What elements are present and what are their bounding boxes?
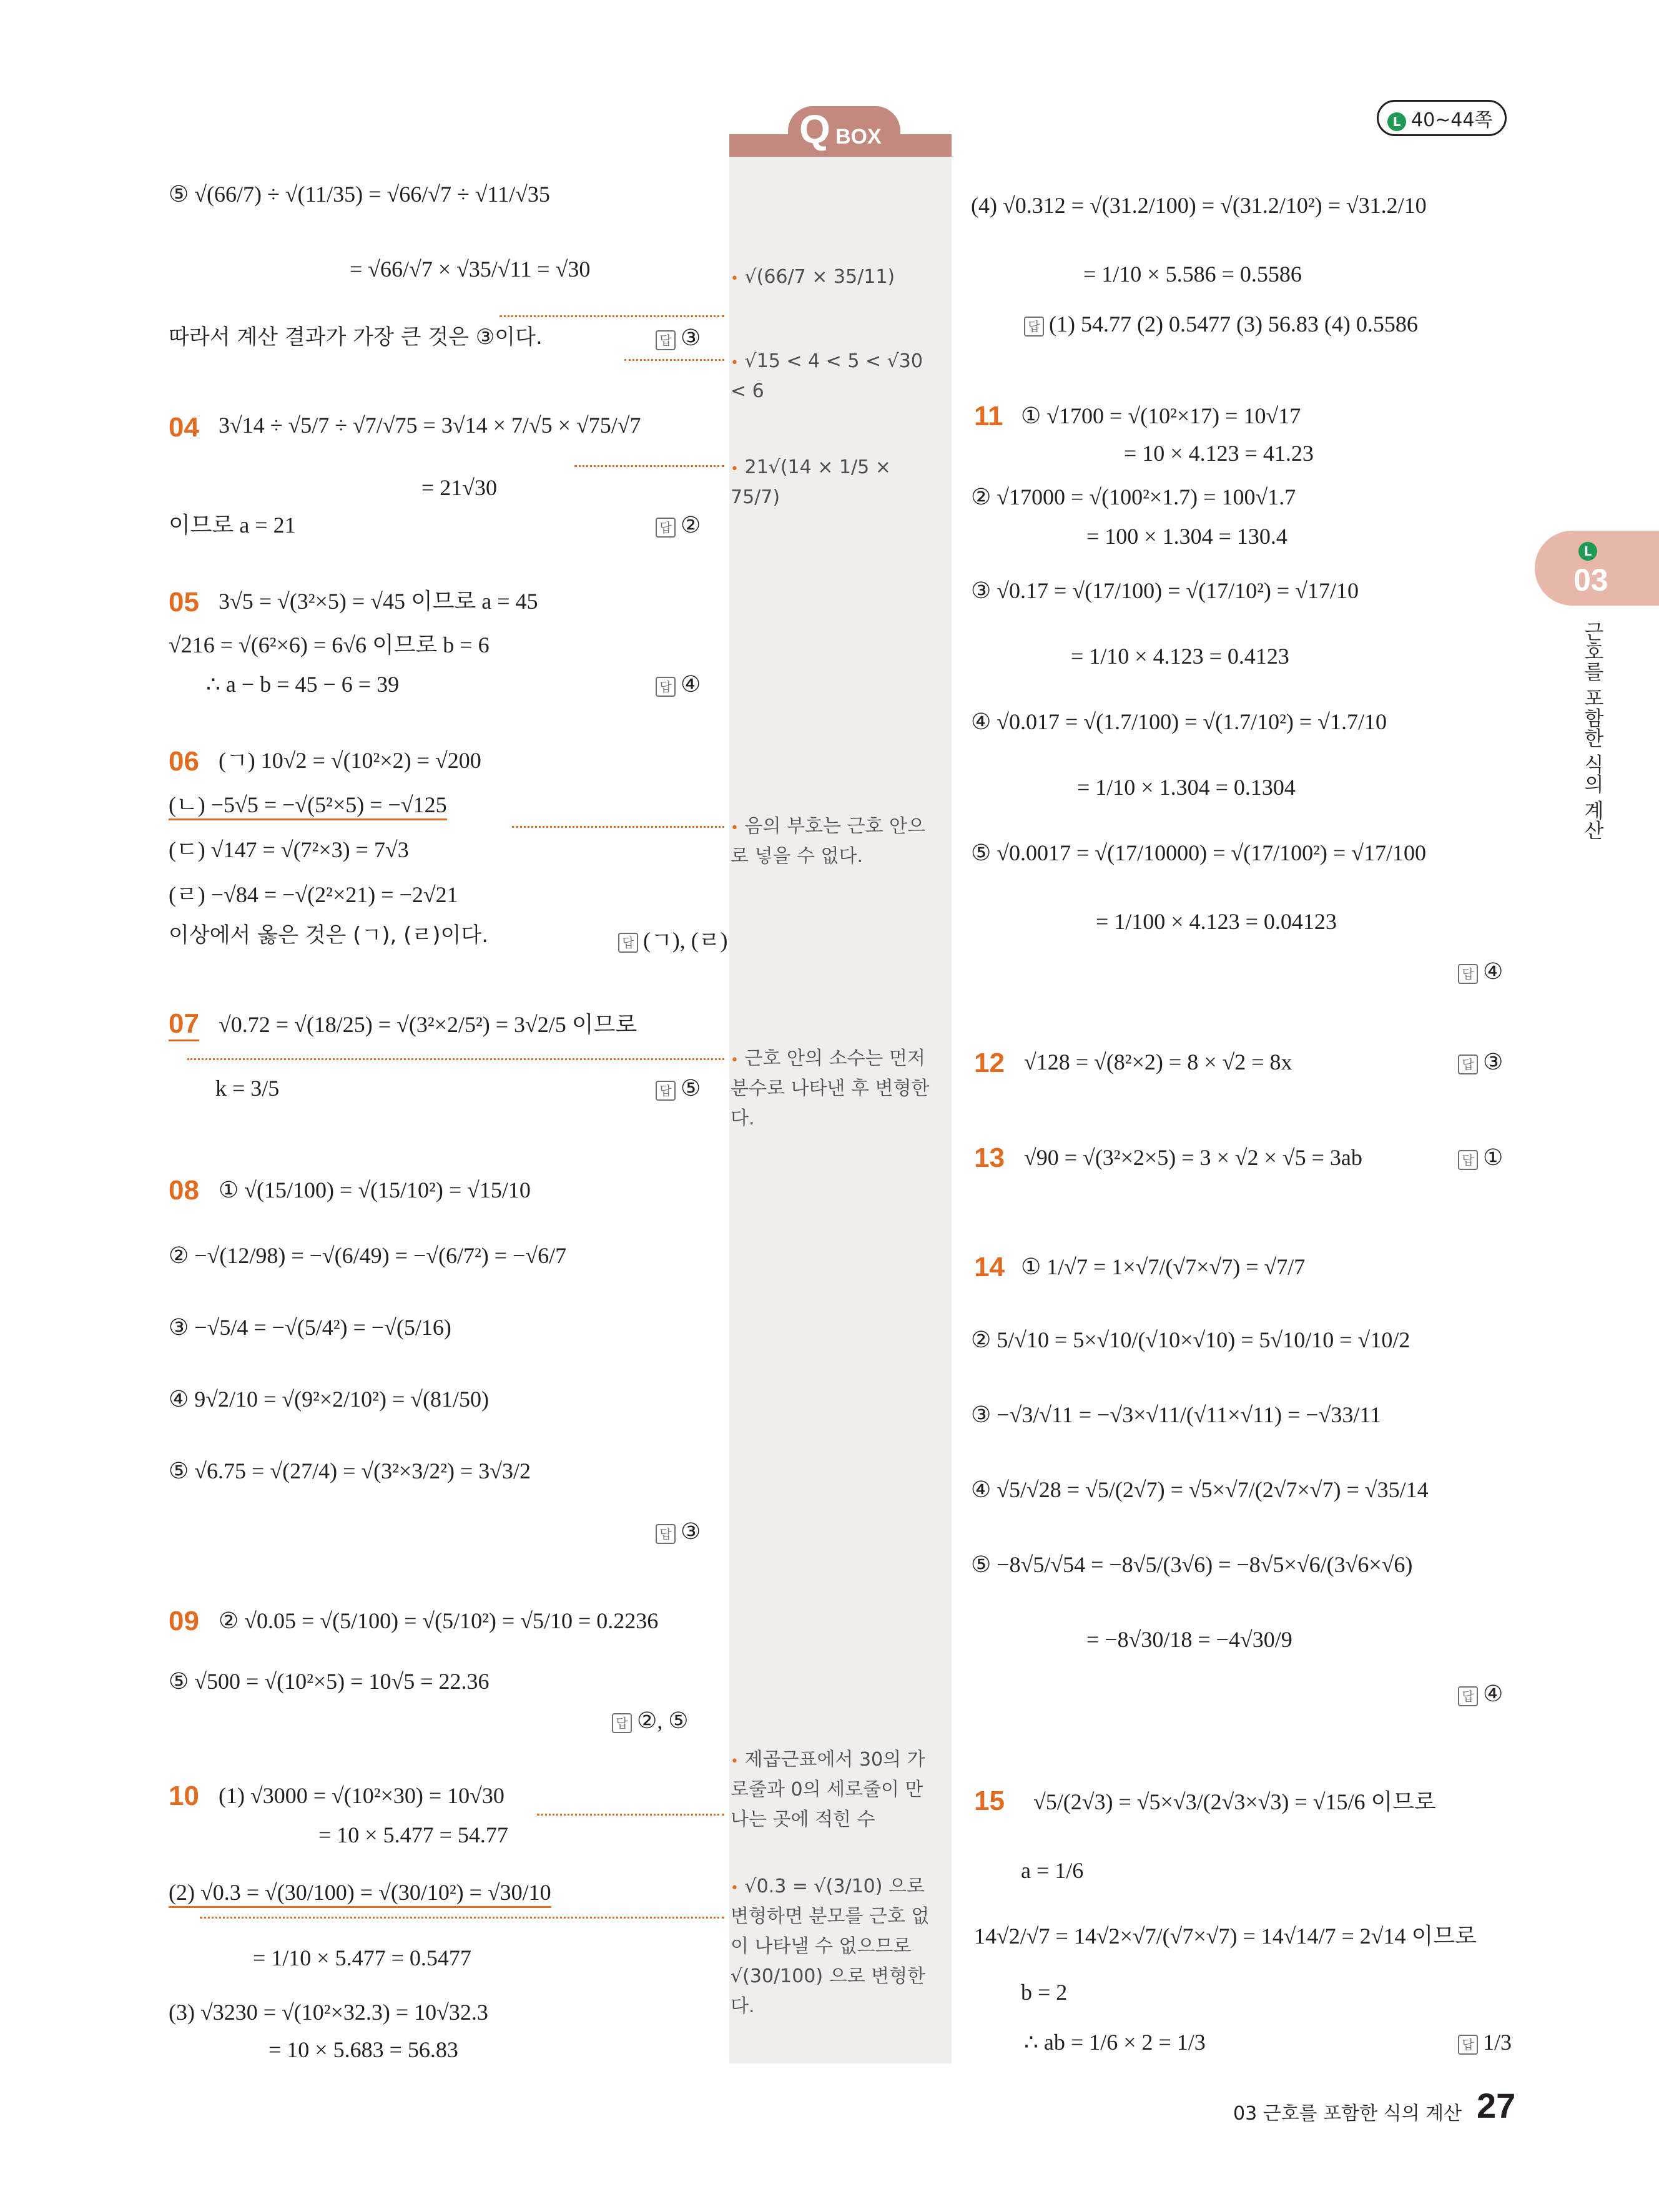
- problem-12-number: 12: [974, 1048, 1005, 1078]
- chapter-tab: [1535, 531, 1659, 606]
- problem-14-number: 14: [974, 1252, 1005, 1282]
- p04-line1: 3√14 ÷ √5/7 ÷ √7/√75 = 3√14 × 7/√5 × √75/√7: [219, 413, 641, 438]
- qbox-note-7: • √0.3 = √(3/10) 으로 변형하면 분모를 근호 없이 나타낼 수 없으므로 √(30/100) 으로 변형한다.: [731, 1875, 930, 2017]
- p13-line1: √90 = √(3²×2×5) = 3 × √2 × √5 = 3ab: [1024, 1145, 1362, 1170]
- qbox-title-q: Q: [799, 107, 830, 152]
- leader-line: [512, 826, 724, 828]
- page-reference-badge: [1377, 100, 1507, 136]
- p14-line3: ③ −√3/√11 = −√3×√11/(√11×√11) = −√33/11: [971, 1402, 1381, 1427]
- p06-line1: (ㄱ) 10√2 = √(10²×2) = √200: [219, 748, 481, 773]
- qbox-badge: [788, 106, 900, 156]
- p10-line8: = 1/10 × 5.586 = 0.5586: [1083, 262, 1302, 287]
- p10-line5: (3) √3230 = √(10²×32.3) = 10√32.3: [169, 2000, 488, 2025]
- p06-conclusion: 이상에서 옳은 것은 (ㄱ), (ㄹ)이다.: [169, 923, 489, 948]
- chapter-tab-lesson-icon: L: [1578, 542, 1597, 561]
- p14-line4: ④ √5/√28 = √5/(2√7) = √5×√7/(2√7×√7) = √35/14: [971, 1477, 1429, 1502]
- p15-answer: 답 1/3: [1458, 2029, 1512, 2055]
- p03-line2: = √66/√7 × √35/√11 = √30: [350, 257, 591, 282]
- p03-line1: ⑤ √(66/7) ÷ √(11/35) = √66/√7 ÷ √11/√35: [169, 182, 550, 207]
- p11-line6: = 1/10 × 4.123 = 0.4123: [1071, 644, 1289, 669]
- p11-answer: 답 ④: [1458, 958, 1503, 985]
- qbox-note-1: • √(66/7 × 35/11): [731, 266, 895, 288]
- leader-line: [574, 465, 724, 467]
- chapter-vertical-title: 근호를 포함한 식의 계산: [1581, 621, 1605, 840]
- qbox-note-6: • 제곱근표에서 30의 가로줄과 0의 세로줄이 만나는 곳에 적힌 수: [731, 1749, 925, 1831]
- p15-line4: b = 2: [1021, 1980, 1068, 2005]
- p08-line2: ② −√(12/98) = −√(6/49) = −√(6/7²) = −√6/7: [169, 1243, 567, 1268]
- p09-line2: ⑤ √500 = √(10²×5) = 10√5 = 22.36: [169, 1669, 490, 1694]
- p08-answer: 답 ③: [656, 1518, 701, 1545]
- qbox-note-4: • 음의 부호는 근호 안으로 넣을 수 없다.: [731, 815, 925, 867]
- p06-line3: (ㄷ) √147 = √(7²×3) = 7√3: [169, 837, 409, 862]
- problem-11-number: 11: [974, 401, 1003, 431]
- p14-line6: = −8√30/18 = −4√30/9: [1086, 1627, 1292, 1652]
- answer-icon: 답: [1458, 1686, 1478, 1706]
- page-reference: 40~44쪽: [1411, 109, 1493, 131]
- problem-15-number: 15: [974, 1786, 1005, 1816]
- leader-line: [187, 1058, 724, 1060]
- problem-08-number: 08: [169, 1175, 199, 1206]
- p11-line2: = 10 × 4.123 = 41.23: [1124, 441, 1314, 466]
- p10-line7: (4) √0.312 = √(31.2/100) = √(31.2/10²) = √31.2/10: [971, 193, 1427, 218]
- p03-answer: 답 ③: [656, 325, 701, 351]
- qbox-title-box: BOX: [835, 125, 882, 149]
- p06-line2: (ㄴ) −5√5 = −√(5²×5) = −√125: [169, 792, 447, 820]
- p11-line1: ① √1700 = √(10²×17) = 10√17: [1021, 403, 1301, 428]
- lesson-l-icon: L: [1387, 112, 1406, 131]
- p11-line10: = 1/100 × 4.123 = 0.04123: [1096, 909, 1337, 934]
- p08-line5: ⑤ √6.75 = √(27/4) = √(3²×3/2²) = 3√3/2: [169, 1458, 531, 1483]
- answer-icon: 답: [656, 330, 676, 350]
- answer-icon: 답: [656, 518, 676, 538]
- problem-07-number: 07: [169, 1008, 199, 1041]
- p09-line1: ② √0.05 = √(5/100) = √(5/10²) = √5/10 = 0.2236: [219, 1608, 659, 1633]
- p14-answer: 답 ④: [1458, 1681, 1503, 1707]
- p10-line1: (1) √3000 = √(10²×30) = 10√30: [219, 1783, 505, 1808]
- p06-answer: 답 (ㄱ), (ㄹ): [618, 923, 728, 955]
- p10-line3: (2) √0.3 = √(30/100) = √(30/10²) = √30/10: [169, 1879, 551, 1908]
- p04-answer: 답 ②: [656, 512, 701, 538]
- answer-icon: 답: [656, 677, 676, 697]
- p08-line3: ③ −√5/4 = −√(5/4²) = −√(5/16): [169, 1315, 451, 1340]
- problem-04-number: 04: [169, 412, 199, 443]
- answer-icon: 답: [1458, 964, 1478, 984]
- p08-line4: ④ 9√2/10 = √(9²×2/10²) = √(81/50): [169, 1387, 489, 1412]
- qbox-note-3: • 21√(14 × 1/5 × 75/7): [731, 456, 891, 508]
- p07-answer: 답 ⑤: [656, 1075, 701, 1101]
- answer-icon: 답: [612, 1713, 632, 1733]
- answer-icon: 답: [656, 1524, 676, 1544]
- problem-05-number: 05: [169, 587, 199, 617]
- answer-icon: 답: [1458, 2035, 1478, 2055]
- p05-answer: 답 ④: [656, 671, 701, 697]
- p15-line1: √5/(2√3) = √5×√3/(2√3×√3) = √15/6 이므로: [1033, 1789, 1436, 1814]
- leader-line: [200, 1917, 724, 1919]
- p09-answer: 답 ②, ⑤: [612, 1708, 689, 1734]
- p07-line1: √0.72 = √(18/25) = √(3²×2/5²) = 3√2/5 이므로: [219, 1012, 638, 1037]
- p05-line1: 3√5 = √(3²×5) = √45 이므로 a = 45: [219, 589, 538, 614]
- p10-line4: = 1/10 × 5.477 = 0.5477: [253, 1945, 471, 1970]
- p07-line2: k = 3/5: [215, 1076, 280, 1101]
- p11-line4: = 100 × 1.304 = 130.4: [1086, 524, 1287, 549]
- chapter-tab-number: 03: [1573, 563, 1608, 597]
- answer-icon: 답: [1024, 317, 1044, 337]
- page-number: 27: [1477, 2086, 1516, 2125]
- p11-line8: = 1/10 × 1.304 = 0.1304: [1077, 775, 1296, 800]
- p04-line3: 이므로 a = 21: [169, 513, 296, 538]
- answer-icon: 답: [618, 933, 638, 953]
- qbox-note-5: • 근호 안의 소수는 먼저 분수로 나타낸 후 변형한다.: [731, 1048, 930, 1129]
- p11-line9: ⑤ √0.0017 = √(17/10000) = √(17/100²) = √17/100: [971, 840, 1426, 865]
- footer-chapter-title: 03 근호를 포함한 식의 계산: [1233, 2103, 1462, 2125]
- p10-answer: 답 (1) 54.77 (2) 0.5477 (3) 56.83 (4) 0.5586: [1024, 311, 1418, 337]
- p14-line1: ① 1/√7 = 1×√7/(√7×√7) = √7/7: [1021, 1254, 1306, 1279]
- problem-10-number: 10: [169, 1781, 199, 1811]
- p15-line5: ∴ ab = 1/6 × 2 = 1/3: [1024, 2030, 1206, 2055]
- p14-line5: ⑤ −8√5/√54 = −8√5/(3√6) = −8√5×√6/(3√6×√6): [971, 1552, 1413, 1577]
- problem-06-number: 06: [169, 746, 199, 777]
- leader-line: [624, 359, 724, 361]
- p15-line2: a = 1/6: [1021, 1858, 1084, 1883]
- leader-line: [500, 315, 724, 317]
- p15-line3: 14√2/√7 = 14√2×√7/(√7×√7) = 14√14/7 = 2√14 이므로: [974, 1924, 1477, 1949]
- leader-line: [537, 1814, 724, 1816]
- p08-line1: ① √(15/100) = √(15/10²) = √15/10: [219, 1177, 531, 1202]
- problem-09-number: 09: [169, 1606, 199, 1636]
- p03-conclusion: 따라서 계산 결과가 가장 큰 것은 ③이다.: [169, 325, 543, 350]
- p11-line5: ③ √0.17 = √(17/100) = √(17/10²) = √17/10: [971, 578, 1359, 603]
- p10-line6: = 10 × 5.683 = 56.83: [268, 2037, 458, 2062]
- answer-icon: 답: [1458, 1054, 1478, 1074]
- p05-line2: √216 = √(6²×6) = 6√6 이므로 b = 6: [169, 632, 490, 657]
- p14-line2: ② 5/√10 = 5×√10/(√10×√10) = 5√10/10 = √10/2: [971, 1327, 1410, 1352]
- problem-13-number: 13: [974, 1143, 1005, 1173]
- p04-line2: = 21√30: [421, 475, 498, 500]
- p12-answer: 답 ③: [1458, 1049, 1503, 1075]
- p10-line2: = 10 × 5.477 = 54.77: [318, 1822, 508, 1847]
- p13-answer: 답 ①: [1458, 1144, 1503, 1171]
- p11-line3: ② √17000 = √(100²×1.7) = 100√1.7: [971, 484, 1296, 509]
- p05-line3: ∴ a − b = 45 − 6 = 39: [206, 672, 400, 697]
- answer-icon: 답: [656, 1081, 676, 1101]
- p11-line7: ④ √0.017 = √(1.7/100) = √(1.7/10²) = √1.7/10: [971, 709, 1387, 734]
- p06-line4: (ㄹ) −√84 = −√(2²×21) = −2√21: [169, 882, 458, 907]
- answer-icon: 답: [1458, 1150, 1478, 1170]
- qbox-note-2: • √15 < 4 < 5 < √30 < 6: [731, 350, 923, 402]
- p12-line1: √128 = √(8²×2) = 8 × √2 = 8x: [1024, 1049, 1292, 1074]
